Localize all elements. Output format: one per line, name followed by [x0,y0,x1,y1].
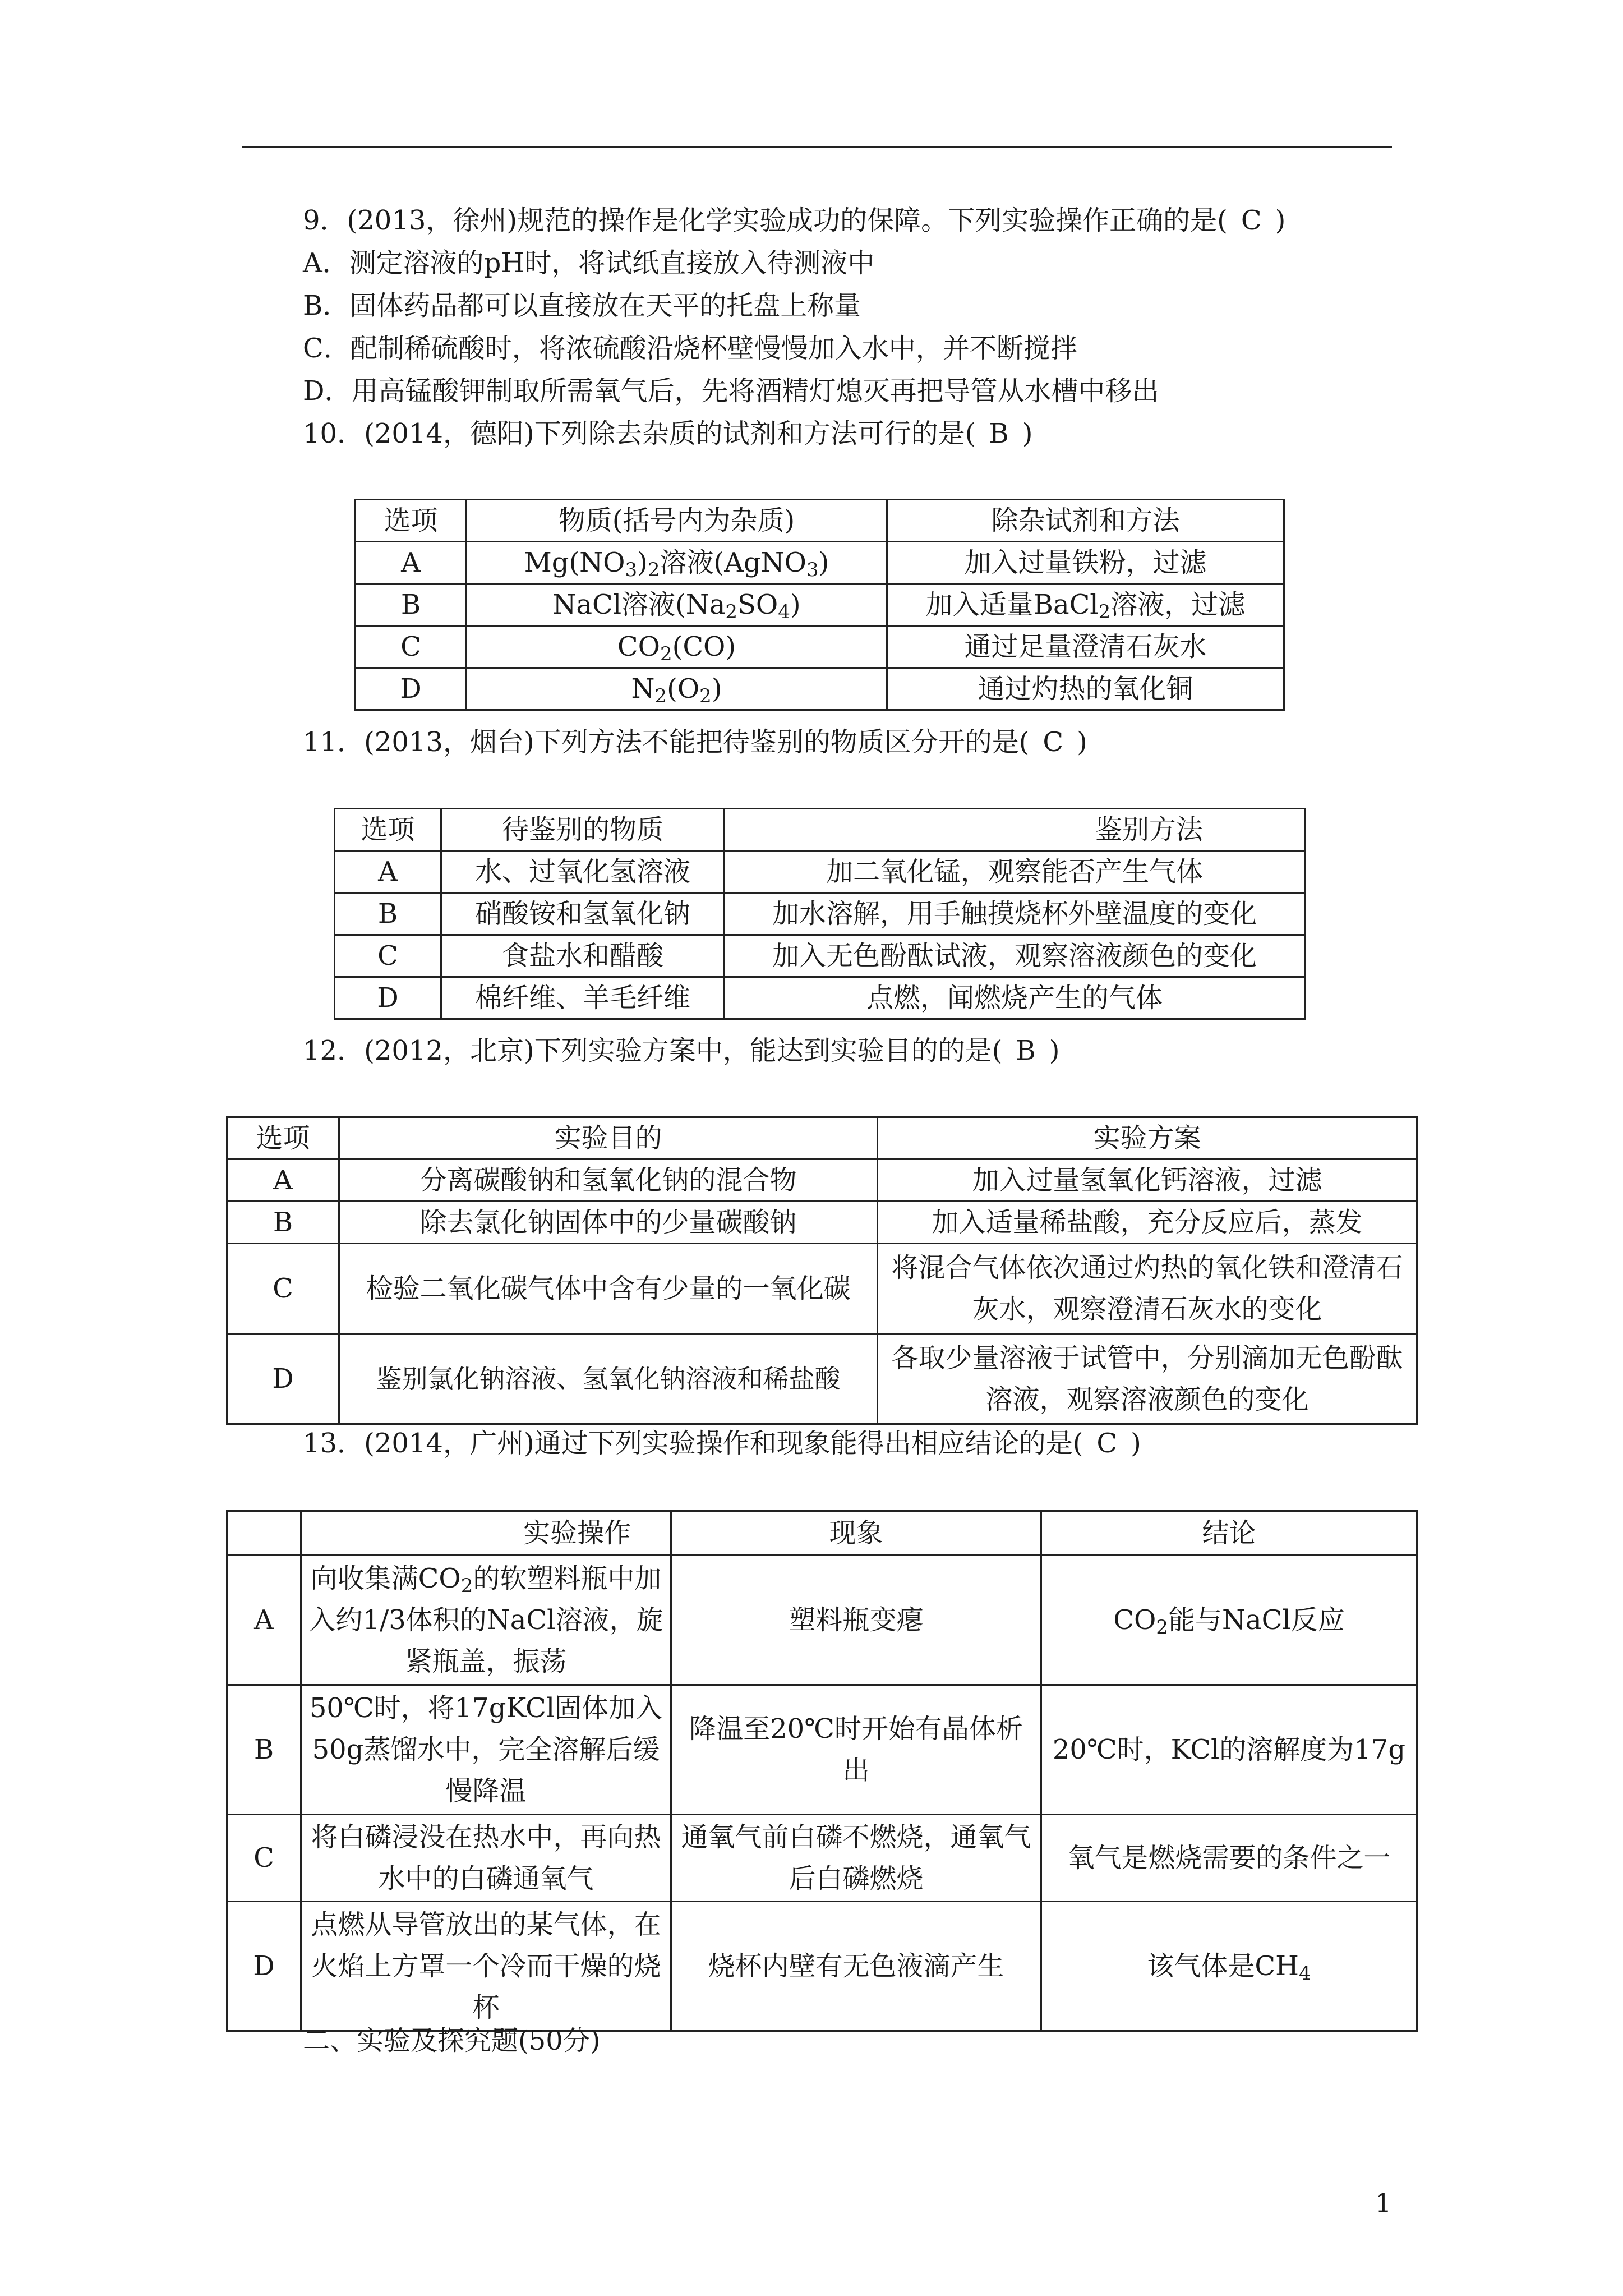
table-row [227,1159,1417,1202]
goal-cell: 分离碳酸钠和氢氧化钠的混合物 [339,1159,878,1202]
question-9-answer: C [1241,205,1262,236]
table-row [335,893,1305,935]
option-cell: C [227,1815,301,1902]
conclusion-cell: $CO_2$能与NaCl反应 [1041,1556,1417,1685]
method-cell: 加二氧化锰，观察能否产生气体 [725,851,1305,893]
table-row [227,1202,1417,1244]
chem-cell: $N_2(O_2)$ [467,668,887,710]
question-9-option-c: C．配制稀硫酸时，将浓硫酸沿烧杯壁慢慢加入水中，并不断搅拌 [303,333,1077,364]
table-header-row [227,1117,1417,1159]
header-cell: 结论 [1041,1511,1417,1556]
conclusion-cell: 该气体是$CH_4$ [1041,1902,1417,2031]
table-row [356,668,1284,710]
method-cell: 加入适量BaCl$_2$溶液，过滤 [887,584,1284,626]
table-header-row [356,500,1284,542]
substance-cell: 硝酸铵和氢氧化钠 [441,893,725,935]
option-cell: D [227,1902,301,2031]
section-2-heading: 二、实验及探究题(50分) [303,2025,601,2056]
goal-cell: 除去氯化钠固体中的少量碳酸钠 [339,1202,878,1244]
option-cell: D [356,668,467,710]
option-cell: A [335,851,441,893]
table-row [356,542,1284,584]
option-cell: A [227,1159,339,1202]
option-cell: C [335,935,441,977]
plan-cell: 各取少量溶液于试管中，分别滴加无色酚酞溶液，观察溶液颜色的变化 [878,1334,1417,1424]
table-row [227,1685,1417,1815]
conclusion-cell: 氧气是燃烧需要的条件之一 [1041,1815,1417,1902]
table-row [227,1815,1417,1902]
conclusion-cell: 20℃时，KCl的溶解度为17g [1041,1685,1417,1815]
goal-cell: 检验二氧化碳气体中含有少量的一氧化碳 [339,1244,878,1334]
question-9-option-a: A．测定溶液的pH时，将试纸直接放入待测液中 [303,247,875,279]
phenomenon-cell: 降温至20℃时开始有晶体析出 [671,1685,1041,1815]
question-13-stem: 13．(2014，广州)通过下列实验操作和现象能得出相应结论的是( C ) [303,1425,1141,1462]
header-cell: 选项 [227,1117,339,1159]
header-cell: 待鉴别的物质 [441,809,725,851]
option-cell: B [227,1202,339,1244]
question-13-table [226,1510,1418,2032]
table-row [335,935,1305,977]
table-header-row [227,1511,1417,1556]
chem-cell: $Mg(NO_3)_2$溶液(AgNO$_3$) [467,542,887,584]
header-cell: 现象 [671,1511,1041,1556]
substance-cell: 食盐水和醋酸 [441,935,725,977]
table-row [356,626,1284,668]
question-9-stem: 9．(2013，徐州)规范的操作是化学实验成功的保障。下列实验操作正确的是( C ) [303,202,1285,239]
method-cell: 通过灼热的氧化铜 [887,668,1284,710]
question-11-answer: C [1043,726,1064,758]
table-row [227,1334,1417,1424]
question-12-stem: 12．(2012，北京)下列实验方案中，能达到实验目的的是( B ) [303,1032,1059,1069]
header-cell: 选项 [356,500,467,542]
header-cell: 选项 [335,809,441,851]
header-cell: 物质(括号内为杂质) [467,500,887,542]
question-12-table [226,1116,1418,1425]
option-cell: D [227,1334,339,1424]
option-cell: B [356,584,467,626]
option-cell: A [227,1556,301,1685]
table-row [356,584,1284,626]
phenomenon-cell: 塑料瓶变瘪 [671,1556,1041,1685]
question-11-table [334,808,1306,1020]
operation-cell: 将白磷浸没在热水中，再向热水中的白磷通氧气 [301,1815,671,1902]
option-cell: A [356,542,467,584]
substance-cell: 棉纤维、羊毛纤维 [441,977,725,1019]
header-cell: 除杂试剂和方法 [887,500,1284,542]
question-10-answer: B [989,418,1009,449]
table-row [227,1902,1417,2031]
option-cell: D [335,977,441,1019]
question-9-option-d: D．用高锰酸钾制取所需氧气后，先将酒精灯熄灭再把导管从水槽中移出 [303,375,1159,407]
table-row [227,1244,1417,1334]
phenomenon-cell: 烧杯内壁有无色液滴产生 [671,1902,1041,2031]
header-cell: 实验方案 [878,1117,1417,1159]
header-rule [242,146,1392,148]
header-cell: 鉴别方法 [725,809,1305,851]
method-cell: 通过足量澄清石灰水 [887,626,1284,668]
option-cell: B [227,1685,301,1815]
question-13-answer: C [1096,1428,1118,1459]
header-cell: 实验目的 [339,1117,878,1159]
question-12-answer: B [1016,1035,1036,1066]
question-11-stem: 11．(2013，烟台)下列方法不能把待鉴别的物质区分开的是( C ) [303,724,1087,761]
chem-cell: $CO_2(CO)$ [467,626,887,668]
chem-cell: NaCl溶液$(Na_2SO_4)$ [467,584,887,626]
operation-cell: 50℃时，将17gKCl固体加入50g蒸馏水中，完全溶解后缓慢降温 [301,1685,671,1815]
method-cell: 点燃，闻燃烧产生的气体 [725,977,1305,1019]
method-cell: 加入无色酚酞试液，观察溶液颜色的变化 [725,935,1305,977]
option-cell: C [227,1244,339,1334]
phenomenon-cell: 通氧气前白磷不燃烧，通氧气后白磷燃烧 [671,1815,1041,1902]
option-cell: C [356,626,467,668]
plan-cell: 将混合气体依次通过灼热的氧化铁和澄清石灰水，观察澄清石灰水的变化 [878,1244,1417,1334]
substance-cell: 水、过氧化氢溶液 [441,851,725,893]
table-row [335,851,1305,893]
question-10-stem: 10．(2014，德阳)下列除去杂质的试剂和方法可行的是( B ) [303,415,1032,452]
operation-cell: 向收集满$CO_2$的软塑料瓶中加入约1/3体积的NaCl溶液，旋紧瓶盖，振荡 [301,1556,671,1685]
table-row [335,977,1305,1019]
plan-cell: 加入适量稀盐酸，充分反应后，蒸发 [878,1202,1417,1244]
option-cell: B [335,893,441,935]
header-cell: 实验操作 [301,1511,671,1556]
method-cell: 加入过量铁粉，过滤 [887,542,1284,584]
page-number: 1 [1375,2188,1392,2218]
header-cell [227,1511,301,1556]
question-10-table [354,499,1285,711]
operation-cell: 点燃从导管放出的某气体，在火焰上方罩一个冷而干燥的烧杯 [301,1902,671,2031]
table-header-row [335,809,1305,851]
plan-cell: 加入过量氢氧化钙溶液，过滤 [878,1159,1417,1202]
question-9-option-b: B．固体药品都可以直接放在天平的托盘上称量 [303,290,861,321]
method-cell: 加水溶解，用手触摸烧杯外壁温度的变化 [725,893,1305,935]
goal-cell: 鉴别氯化钠溶液、氢氧化钠溶液和稀盐酸 [339,1334,878,1424]
table-row [227,1556,1417,1685]
